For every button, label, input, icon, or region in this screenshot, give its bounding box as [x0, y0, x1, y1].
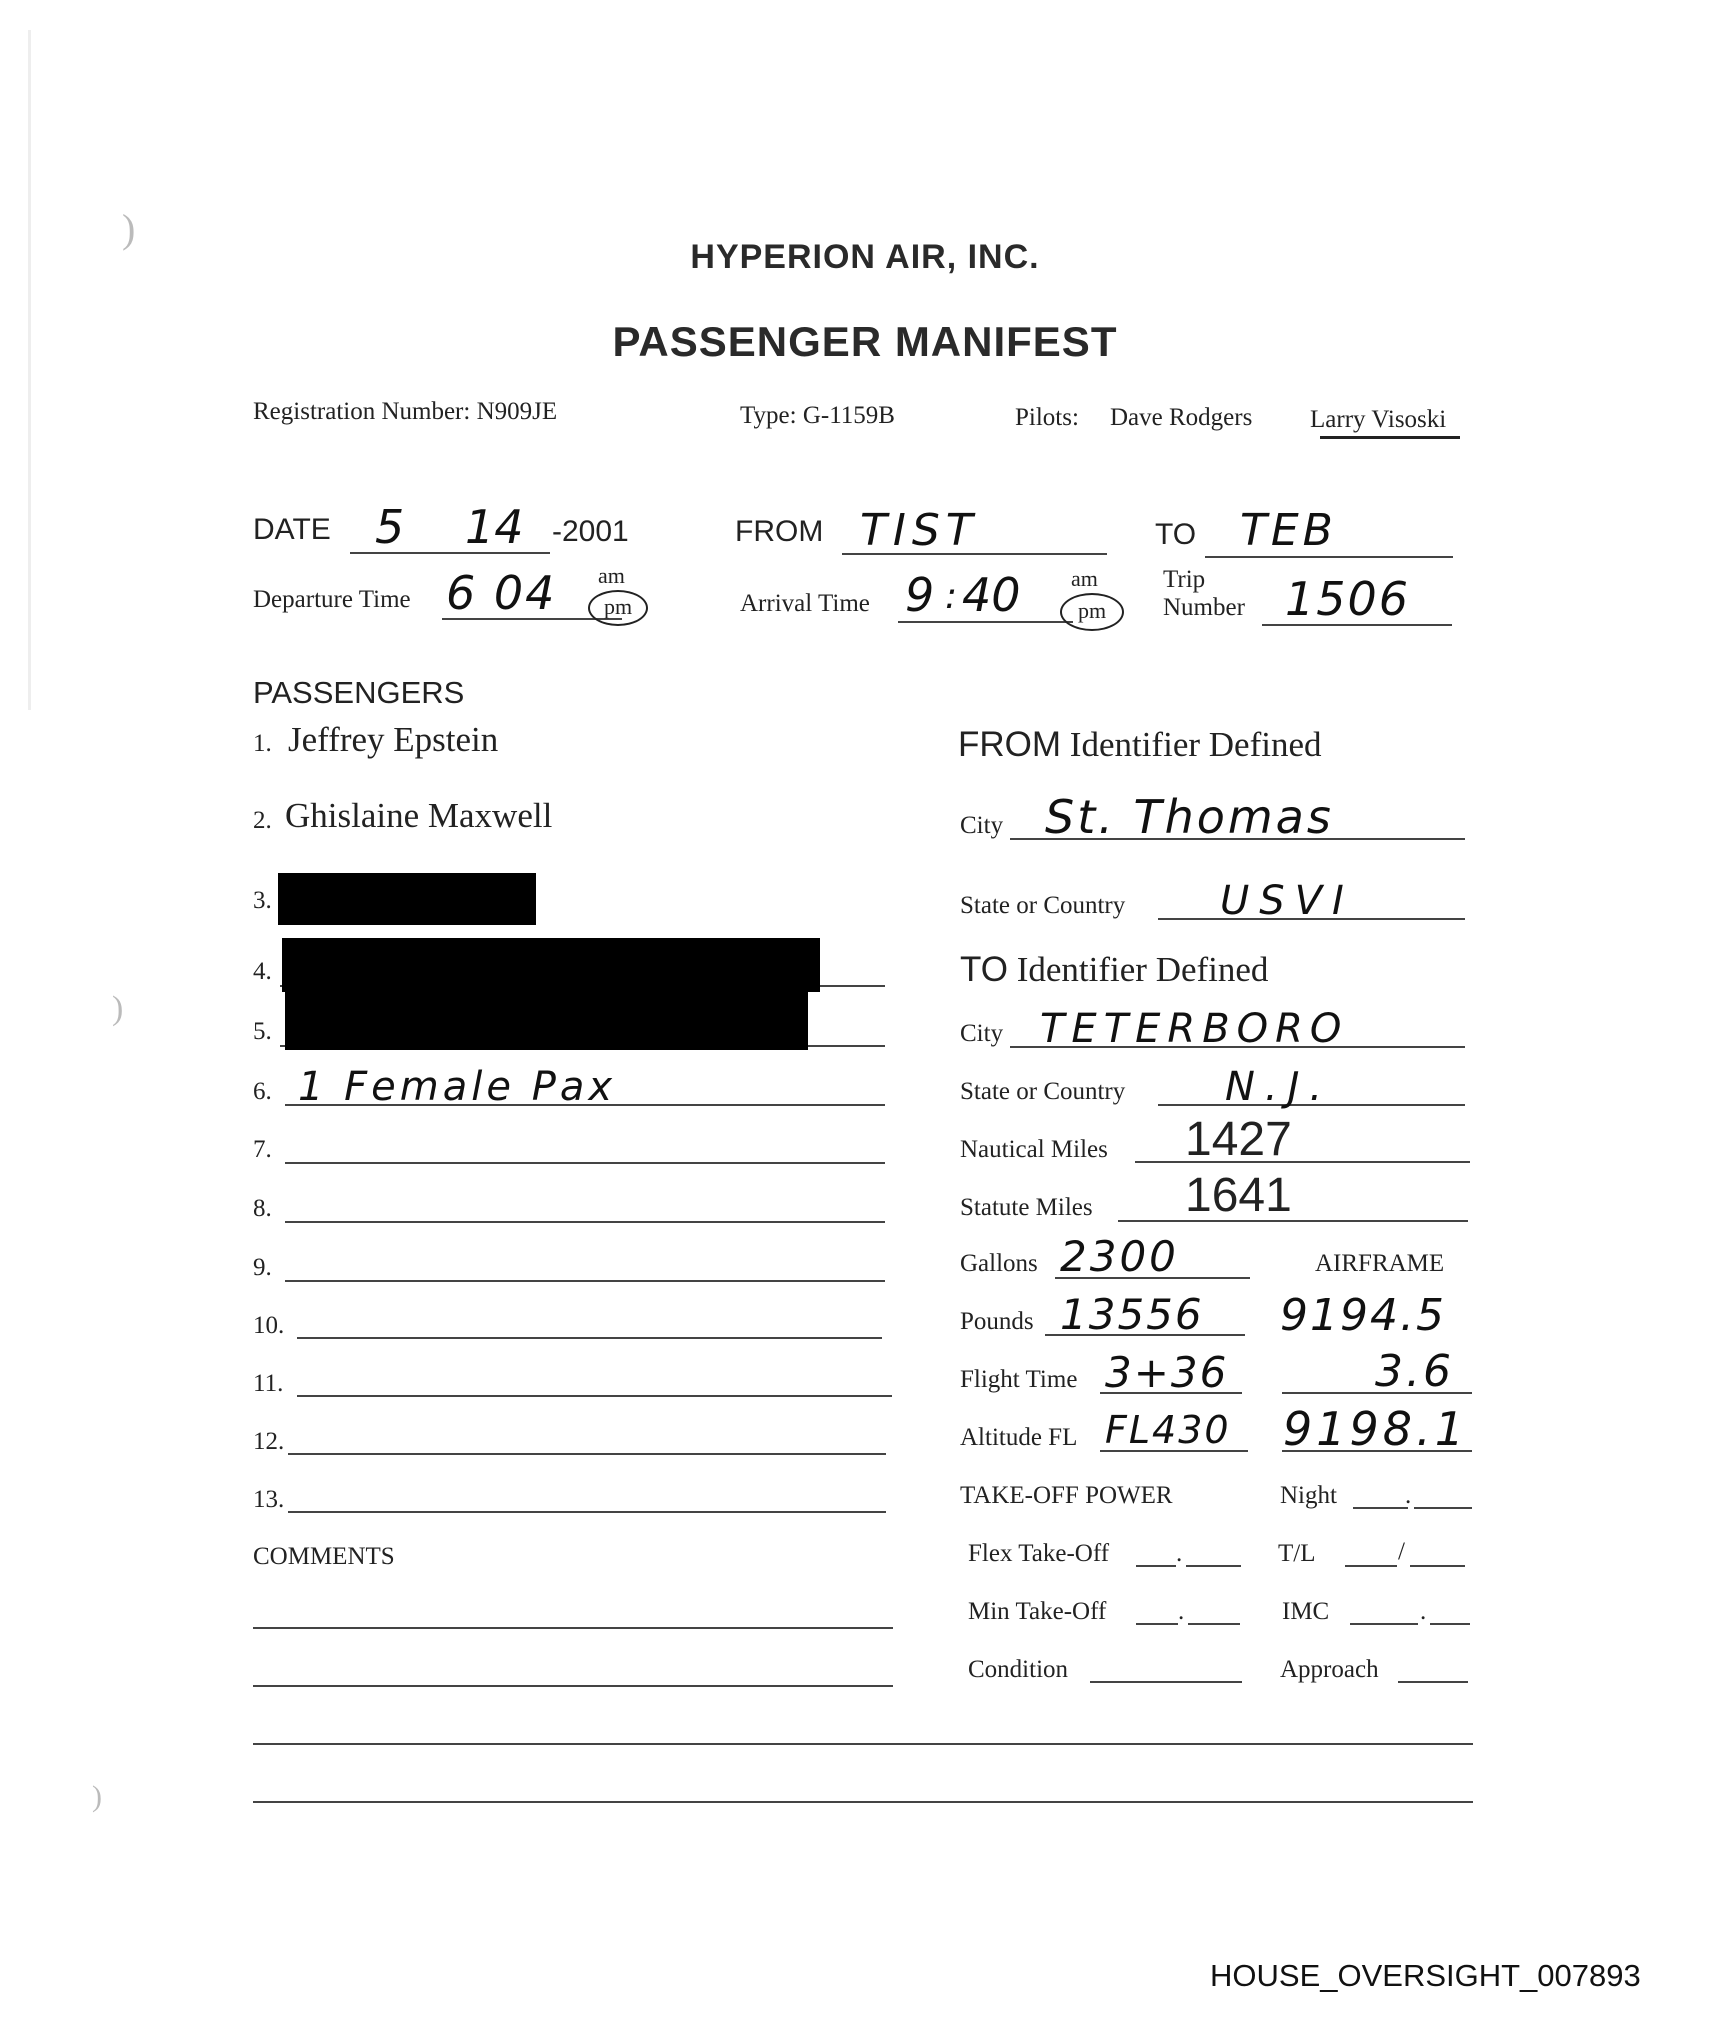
to-city-value: TETERBORO — [1040, 1006, 1349, 1052]
flex-line — [1186, 1565, 1241, 1567]
to-state-label: State or Country — [960, 1078, 1126, 1105]
passenger-name: 1 Female Pax — [298, 1064, 616, 1110]
condition-line — [1090, 1681, 1242, 1683]
comments-line — [253, 1627, 893, 1629]
flight-time-label: Flight Time — [960, 1366, 1078, 1393]
to-identifier-bold: TO — [960, 950, 1008, 989]
redaction-box — [278, 873, 536, 925]
registration-field — [253, 398, 557, 426]
scan-edge-shadow — [28, 30, 31, 710]
airframe-label: AIRFRAME — [1315, 1250, 1445, 1277]
approach-line — [1398, 1681, 1468, 1683]
comments-line — [253, 1685, 893, 1687]
passenger-line — [285, 1221, 885, 1223]
altitude-label: Altitude FL — [960, 1424, 1078, 1451]
separator-dot: . — [1420, 1598, 1427, 1625]
passenger-line — [288, 1453, 886, 1455]
passenger-name: Jeffrey Epstein — [288, 720, 499, 759]
passenger-line — [288, 1511, 886, 1513]
type-field — [740, 402, 895, 430]
from-state-label: State or Country — [960, 892, 1126, 919]
from-identifier-rest: Identifier Defined — [1069, 725, 1322, 764]
passenger-line — [297, 1395, 892, 1397]
passenger-line — [297, 1337, 882, 1339]
from-value: TIST — [860, 505, 979, 556]
departure-am: am — [598, 563, 625, 588]
separator-slash: / — [1398, 1538, 1405, 1565]
airframe-value-1: 9194.5 — [1280, 1290, 1446, 1341]
flight-time-value: 3+36 — [1105, 1348, 1229, 1397]
altitude-value: FL430 — [1105, 1408, 1231, 1452]
trip-value: 1506 — [1285, 572, 1411, 626]
type-value: G-1159B — [802, 402, 895, 429]
tl-line — [1345, 1565, 1397, 1567]
night-line — [1414, 1507, 1472, 1509]
nautical-label: Nautical Miles — [960, 1136, 1108, 1163]
to-identifier-heading — [960, 950, 1268, 990]
departure-pm-circled: pm — [588, 590, 648, 626]
passenger-num: 2. — [253, 807, 272, 834]
arrival-colon: : — [945, 576, 958, 617]
trip-label-1: Trip — [1163, 566, 1206, 593]
pilot-2-underline — [1320, 436, 1460, 439]
flex-line — [1136, 1565, 1176, 1567]
tl-line — [1410, 1565, 1465, 1567]
from-state-value: USVI — [1220, 878, 1354, 924]
airframe-value-3: 9198.1 — [1283, 1402, 1468, 1456]
registration-label: Registration Number: — [253, 398, 471, 425]
arrival-label: Arrival Time — [740, 590, 870, 617]
trip-label-2: Number — [1163, 594, 1245, 621]
passenger-num: 3. — [253, 887, 272, 914]
passenger-num: 8. — [253, 1195, 272, 1222]
from-city-label: City — [960, 812, 1004, 839]
to-value: TEB — [1240, 505, 1337, 556]
passenger-num: 12. — [253, 1428, 285, 1455]
scan-mark: ) — [92, 1780, 102, 1813]
date-label: DATE — [253, 513, 331, 546]
comments-line — [253, 1801, 1473, 1803]
imc-label: IMC — [1282, 1598, 1330, 1625]
from-identifier-bold: FROM — [958, 725, 1062, 764]
registration-value: N909JE — [476, 398, 558, 425]
scan-mark: ) — [122, 206, 136, 251]
to-label: TO — [1155, 518, 1197, 551]
passenger-num: 1. — [253, 730, 272, 757]
condition-label: Condition — [968, 1656, 1069, 1683]
imc-line — [1430, 1623, 1470, 1625]
passenger-num: 6. — [253, 1078, 272, 1105]
nautical-value: 1427 — [1185, 1113, 1292, 1166]
passenger-num: 4. — [253, 958, 272, 985]
arrival-hour: 9 — [905, 568, 935, 622]
airframe-value-2: 3.6 — [1375, 1346, 1454, 1397]
to-identifier-rest: Identifier Defined — [1016, 950, 1269, 989]
from-identifier-heading — [958, 725, 1321, 765]
passenger-num: 5. — [253, 1018, 272, 1045]
to-state-value: N.J. — [1225, 1064, 1333, 1110]
pounds-value: 13556 — [1060, 1290, 1204, 1339]
passenger-name: Ghislaine Maxwell — [285, 796, 553, 835]
min-line — [1136, 1623, 1178, 1625]
date-month: 5 — [375, 500, 405, 554]
passenger-line — [285, 1162, 885, 1164]
passenger-num: 13. — [253, 1486, 285, 1513]
redaction-box — [282, 938, 820, 992]
takeoff-power-label: TAKE-OFF POWER — [960, 1482, 1173, 1509]
page-title: PASSENGER MANIFEST — [612, 318, 1118, 365]
comments-line — [253, 1743, 1473, 1745]
from-label: FROM — [735, 515, 824, 548]
night-label: Night — [1280, 1482, 1337, 1509]
departure-value: 6 04 — [446, 566, 557, 620]
scan-mark: ) — [112, 990, 124, 1027]
bates-number: HOUSE_OVERSIGHT_007893 — [1210, 1958, 1641, 1993]
passenger-num: 7. — [253, 1136, 272, 1163]
date-day: 14 — [465, 500, 524, 554]
arrival-am: am — [1071, 566, 1098, 591]
passenger-line — [285, 1280, 885, 1282]
night-line — [1353, 1507, 1408, 1509]
pilot-2: Larry Visoski — [1310, 406, 1447, 433]
passenger-num: 10. — [253, 1312, 285, 1339]
pounds-label: Pounds — [960, 1308, 1034, 1335]
to-city-label: City — [960, 1020, 1004, 1047]
passenger-num: 9. — [253, 1254, 272, 1281]
gallons-label: Gallons — [960, 1250, 1038, 1277]
approach-label: Approach — [1280, 1656, 1379, 1683]
separator-dot: . — [1176, 1540, 1183, 1567]
flex-takeoff-label: Flex Take-Off — [968, 1540, 1110, 1567]
date-year: -2001 — [552, 515, 629, 548]
departure-label: Departure Time — [253, 586, 411, 613]
to-line — [1205, 556, 1453, 558]
from-city-value: St. Thomas — [1045, 790, 1334, 844]
min-takeoff-label: Min Take-Off — [968, 1598, 1107, 1625]
passenger-num: 11. — [253, 1370, 284, 1397]
statute-value: 1641 — [1185, 1169, 1292, 1222]
pilot-1: Dave Rodgers — [1110, 404, 1253, 431]
separator-dot: . — [1178, 1598, 1185, 1625]
separator-dot: . — [1405, 1482, 1412, 1509]
company-name: HYPERION AIR, INC. — [690, 238, 1040, 276]
redaction-box — [285, 988, 808, 1050]
arrival-minutes: 40 — [962, 568, 1021, 622]
pilots-label: Pilots: — [1015, 404, 1079, 431]
arrival-pm-circled: pm — [1060, 593, 1124, 631]
comments-label: COMMENTS — [253, 1543, 395, 1570]
min-line — [1188, 1623, 1240, 1625]
type-label: Type: — [740, 402, 797, 429]
tl-label: T/L — [1278, 1540, 1316, 1567]
statute-line — [1118, 1220, 1468, 1222]
gallons-value: 2300 — [1060, 1232, 1179, 1281]
statute-label: Statute Miles — [960, 1194, 1093, 1221]
passengers-heading: PASSENGERS — [253, 675, 465, 710]
imc-line — [1350, 1623, 1418, 1625]
